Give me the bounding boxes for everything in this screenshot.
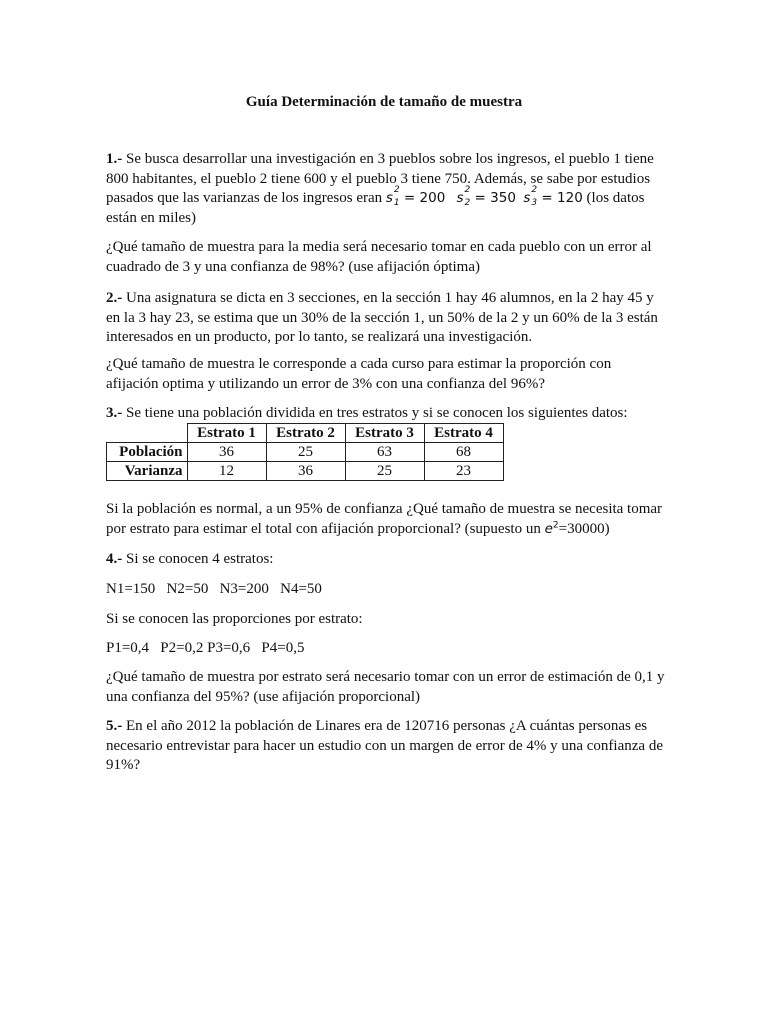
variance-s3: s 2 3 = 120 xyxy=(523,185,583,208)
table-cell: 36 xyxy=(266,462,345,481)
strata-sizes: N1=150 N2=50 N3=200 N4=50 xyxy=(106,581,322,597)
table-header-cell: Estrato 4 xyxy=(424,424,503,443)
question-3-question xyxy=(106,500,666,539)
question-3-question-a: Si la población es normal, a un 95% de confianza ¿Qué tamaño de muestra se necesita tomar por estrato para estimar el total con afijación proporcional? (supuesto un xyxy=(106,501,663,537)
table-cell: 25 xyxy=(345,462,424,481)
table-header-cell: Estrato 3 xyxy=(345,424,424,443)
table-header-cell: Estrato 1 xyxy=(187,424,266,443)
table-row-label: Varianza xyxy=(107,462,188,481)
question-2-text: Una asignatura se dicta en 3 secciones, en la sección 1 hay 46 alumnos, en la 2 hay 45 y en la 3 hay 23, se estima que un 30% de la sección 1, un 50% de la 2 y un 60% de la 3 están interesados en un producto, por lo tanto, se realizará una investigación. xyxy=(106,290,658,345)
question-1-number: 1.- xyxy=(106,151,123,167)
question-4-question: ¿Qué tamaño de muestra por estrato será necesario tomar con un error de estimación de 0,1 y una confianza del 95%? (use afijación proporcional) xyxy=(106,669,665,705)
strata-table xyxy=(106,423,504,481)
question-1-text-b: (los datos están en miles) xyxy=(106,190,645,226)
question-2-statement xyxy=(106,289,666,348)
question-5-number: 5.- xyxy=(106,718,123,734)
question-3-statement xyxy=(106,404,666,424)
table-row xyxy=(107,443,504,462)
variance-s1: s 2 1 = 200 xyxy=(385,185,446,208)
question-3-question-b: =30000) xyxy=(558,520,610,537)
question-4-number: 4.- xyxy=(106,551,123,567)
error-symbol: $e^2$ xyxy=(544,520,559,537)
page-title: Guía Determinación de tamaño de muestra xyxy=(245,94,523,110)
question-2-question: ¿Qué tamaño de muestra le corresponde a cada curso para estimar la proporción con afijación optima y utilizando un error de 3% con una confianza del 96%? xyxy=(106,356,612,392)
question-1-question: ¿Qué tamaño de muestra para la media será necesario tomar en cada pueblo con un error al cuadrado de 3 y una confianza de 98%? (use afijación óptima) xyxy=(106,239,652,275)
question-1-statement xyxy=(106,150,666,228)
question-5-text: En el año 2012 la población de Linares era de 120716 personas ¿A cuántas personas es necesario entrevistar para hacer un estudio con un margen de error de 4% y una confianza de 91%? xyxy=(106,718,663,773)
table-header-cell: Estrato 2 xyxy=(266,424,345,443)
question-2-number: 2.- xyxy=(106,290,123,306)
table-cell: 63 xyxy=(345,443,424,462)
table-cell: 12 xyxy=(187,462,266,481)
table-row xyxy=(107,462,504,481)
table-cell: 25 xyxy=(266,443,345,462)
table-cell: 36 xyxy=(187,443,266,462)
proportions-intro: Si se conocen las proporciones por estrato: xyxy=(106,611,363,627)
table-row-label: Población xyxy=(107,443,188,462)
question-3-text: Se tiene una población dividida en tres estratos y si se conocen los siguientes datos: xyxy=(122,405,628,421)
variance-s2: s 2 2 = 350 xyxy=(456,185,516,208)
table-cell: 23 xyxy=(424,462,503,481)
table-cell: 68 xyxy=(424,443,503,462)
question-4-statement xyxy=(106,550,666,570)
question-3-number: 3.- xyxy=(106,405,123,421)
strata-proportions: P1=0,4 P2=0,2 P3=0,6 P4=0,5 xyxy=(106,640,305,656)
table-header-row xyxy=(107,424,504,443)
question-1-text-a: Se busca desarrollar una investigación en 3 pueblos sobre los ingresos, el pueblo 1 tiene 800 habitantes, el pueblo 2 tiene 600 y el pueblo 3 tiene 750. Además, se sabe por estudios pasados que las varianzas de los ingresos eran xyxy=(106,151,654,206)
question-5-statement xyxy=(106,717,666,776)
question-4-text: Si se conocen 4 estratos: xyxy=(122,551,274,567)
